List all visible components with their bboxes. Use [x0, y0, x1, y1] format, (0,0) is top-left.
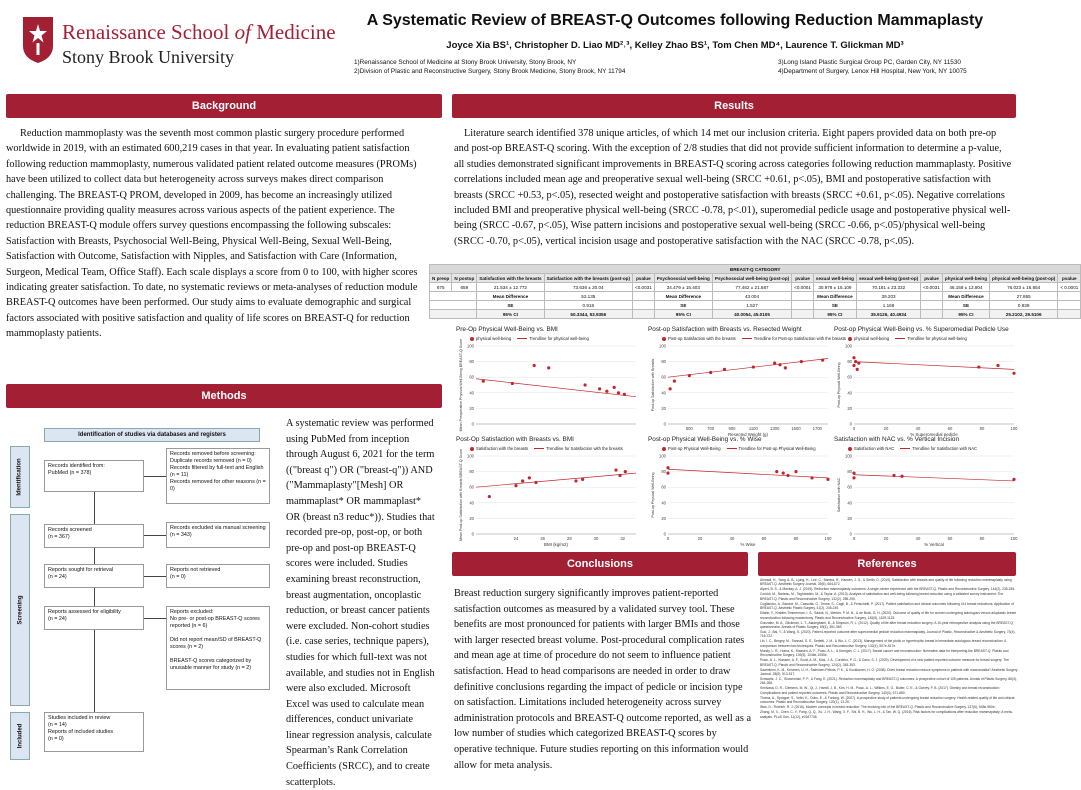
- table-cell: 39.203: [856, 292, 920, 301]
- x-tick-label: 20: [883, 426, 889, 431]
- table-cell: 46.158 ± 13.804: [942, 283, 989, 292]
- data-point: [547, 366, 550, 369]
- y-tick-label: 40: [847, 500, 852, 506]
- flow-side-identification: Identification: [10, 446, 30, 508]
- legend-entry-trendline: Trendline for Satisfaction with the breasts: [534, 446, 623, 451]
- data-point: [1012, 372, 1015, 375]
- x-axis-label: % Vertical: [924, 542, 944, 547]
- chart-title: Post-op Physical Well-Being vs. % Wise: [648, 436, 762, 443]
- legend-entry-trendline: Trendline for Post-op Physical Well-Being: [727, 446, 816, 451]
- data-point: [782, 472, 785, 475]
- data-point: [752, 365, 755, 368]
- data-point: [598, 387, 601, 390]
- chart-title: Post-op Satisfaction with Breasts vs. Resected Weight: [648, 326, 802, 333]
- background-text: Reduction mammoplasty was the seventh most common plastic surgery procedure performed worldwide in 2019, with an estimated 600,219 cases in that year. In evaluating patient satisfaction following reduction mammoplasty, numerous validated patient related outcome measures (PROMs) have been utilized to collect data but heterogeneity across surveys makes direct comparison challenging. The BREAST-Q PROM, developed in 2009, has become an increasingly utilized questionnaire providing quality measures across various aspects of the patient experience. The reduction BREAST-Q module offers survey questions encompassing the following subscales: Satisfaction with Breasts, Psychosocial Well-Being, Physical Well-Being, Sexual Well-Being, Satisfaction with Outcome, Satisfaction with Nipples, and Satisfaction with Care (Information, Surgeon, Medical Team, Office Staff). Each scale displays a score from 0 to 100, with higher scores indicating greater satisfaction. To date, no systematic reviews or meta-analyses of reduction module BREAST-Q outcomes have been performed. Our study aims to evaluate demographic and surgical factors associated with positive satisfaction and quality of life scores on BREAST-Q for reduction mammoplasty patients.: [6, 128, 418, 340]
- table-cell: Mean Difference: [813, 292, 856, 301]
- chart-svg: [456, 436, 642, 553]
- table-cell: 34.479 ± 15.403: [654, 283, 712, 292]
- x-tick-label: 20: [883, 536, 889, 541]
- table-cell: <0.0031: [633, 283, 655, 292]
- data-point: [775, 470, 778, 473]
- data-point: [613, 386, 616, 389]
- shield-logo-icon: [22, 16, 54, 64]
- x-tick-label: 0: [852, 536, 856, 541]
- data-point: [624, 470, 627, 473]
- y-tick-label: 100: [845, 453, 852, 459]
- y-tick-label: 20: [661, 515, 666, 521]
- table-cell: 95% CI: [942, 310, 989, 319]
- flow-box-not-retrieved: Reports not retrieved (n = 0): [166, 564, 270, 588]
- data-point: [673, 380, 676, 383]
- data-point: [892, 474, 895, 477]
- y-tick-label: 40: [469, 500, 474, 506]
- x-tick-label: 1300: [770, 426, 780, 431]
- data-point: [784, 366, 787, 369]
- x-tick-label: 40: [915, 426, 921, 431]
- legend-entry-trendline: Trendline for Satisfaction with NAC: [900, 446, 977, 451]
- table-cell: 77.462 ± 21.587: [712, 283, 791, 292]
- flow-box-included: Studies included in review (n = 14) Reports of included studies (n = 0): [44, 712, 144, 752]
- x-tick-label: 100: [1010, 426, 1018, 431]
- school-logo: [22, 16, 336, 72]
- x-tick-label: 0: [666, 536, 670, 541]
- table-cell: 95% CI: [654, 310, 712, 319]
- chart-svg: [456, 326, 642, 443]
- reference-item: Eltahir, Y., Krabbe-Timmerman, I. S., Sadok, N., Werker, P. M. N., & de Bock, G. H. (2020). Outcome of quality of life for women undergoing autologous versus alloplastic breast reconstruction following mastectomy. Plastic and Reconstructive Surgery, 145(5), 1109-1123.: [760, 611, 1016, 620]
- y-axis-label: Post-op Physical Well-Being: [651, 472, 655, 518]
- x-tick-label: 100: [824, 536, 832, 541]
- data-point: [996, 364, 999, 367]
- x-tick-label: 30: [593, 536, 599, 541]
- x-tick-label: 0: [852, 426, 856, 431]
- table-header-cell: pvalue: [1058, 274, 1081, 283]
- table-header-cell: pvalue: [921, 274, 943, 283]
- table-cell: 40.0054, 45.0105: [712, 310, 791, 319]
- data-point: [669, 387, 672, 390]
- reference-item: Schwartz, J. C., Skowronski, P. P., & Fang, E. (2021). Reduction mammaplasty and BREAST-Q outcomes: A prospective cohort of 105 patients. Annals of Plastic Surgery, 86(3), 264-268.: [760, 677, 1017, 686]
- data-point: [623, 393, 626, 396]
- data-point: [852, 364, 855, 367]
- table-cell: 1.168: [856, 301, 920, 310]
- table-cell: 43.004: [712, 292, 791, 301]
- reference-item: Lin, I. C., Bergey, M., Sonnad, S. S., Serletti, J. M., & Wu, L. C. (2013). Management of the ptotic or hypertrophic breast in immediate autologous breast reconstruction: A comparison between two techniques. Plastic and Reconstructive Surgery, 132(4), 507e-517e.: [760, 639, 1007, 648]
- reference-item: Zhang, M. X., Chen, C. Y., Fang, Q. Q., Xu, J. H., Wang, X. F., Shi, B. H., Wu, L. H., & Tan, W. Q. (2016). Risk factors for complications after reduction mammaplasty: A meta-analysis. PLoS One, 11(12), e0167746.: [760, 710, 1013, 719]
- flow-arrow: [94, 630, 95, 712]
- table-row-mean-difference: [430, 292, 1081, 301]
- methods-banner: Methods: [6, 384, 442, 408]
- table-cell: 95% CI: [813, 310, 856, 319]
- y-tick-label: 0: [663, 421, 666, 427]
- data-point: [826, 478, 829, 481]
- data-point: [511, 382, 514, 385]
- affiliations-right: 3)Long Island Plastic Surgical Group PC, Garden City, NY 11530 4)Department of Surgery, Lenox Hill Hospital, New York, NY 10075: [778, 59, 967, 75]
- flow-arrow: [144, 618, 166, 619]
- y-tick-label: 40: [661, 390, 666, 396]
- table-category-title: BREAST-Q CATEGORY: [430, 265, 1081, 274]
- flow-box-assessed: Reports assessed for eligibility (n = 24): [44, 606, 144, 630]
- chart-title: Satisfaction with NAC vs. % Vertical Incision: [834, 436, 960, 443]
- table-header-cell: N postop: [452, 274, 477, 283]
- reference-item: Wan, D., Rohrich, R. J. (2016). Modern concepts in breast reduction: The evolving role of the BREAST-Q. Plastic and Reconstructive Surgery, 137(6), 948e-960e.: [760, 705, 996, 710]
- chart-preop-physical-vs-bmi: [456, 326, 642, 443]
- chart-svg: [648, 326, 834, 443]
- y-axis-label: Post-op Physical Well-Being: [837, 362, 841, 408]
- table-cell: 0.918: [544, 301, 632, 310]
- x-axis-label: % Wise: [740, 542, 756, 547]
- flow-arrow: [144, 476, 166, 477]
- flow-header: Identification of studies via databases and registers: [44, 428, 260, 442]
- y-tick-label: 100: [659, 453, 666, 459]
- table-row: [430, 283, 1081, 292]
- trendline: [476, 473, 636, 487]
- table-header-row: [430, 274, 1081, 283]
- conclusions-text: Breast reduction surgery significantly improves patient-reported satisfaction outcomes as measured by a validated survey tool. These benefits are most pronounced for patients with larger BMIs and those with larger resected breast volume. Post-procedural complication rates and mean age at time of procedure do not seem to influence patient satisfaction. Head to head comparisons are needed in order to draw definitive conclusions regarding the impact of pedicle or incision type on satisfaction. Limitations included heterogeneity across survey administration protocols and BREAST-Q outcome reported, as well as a low number of studies which categorized BREAST-Q scores by operative technique. Future studies reporting on this information would allow for meta analysis.: [454, 588, 752, 771]
- y-tick-label: 0: [849, 531, 852, 537]
- table-cell: <0.0001: [792, 283, 814, 292]
- x-tick-label: 20: [697, 536, 703, 541]
- chart-title: Pre-Op Physical Well-Being vs. BMI: [456, 326, 558, 333]
- data-point: [977, 365, 980, 368]
- data-point: [723, 368, 726, 371]
- table-cell: Mean Difference: [654, 292, 712, 301]
- flow-arrow: [94, 492, 95, 524]
- data-point: [900, 475, 903, 478]
- chart-nac-vs-vertical: [834, 436, 1020, 553]
- x-tick-label: 32: [620, 536, 626, 541]
- results-text: Literature search identified 378 unique articles, of which 14 met our inclusion criteria. Eight papers provided data on both pre-op and post-op BREAST-Q scoring. With the exception of 2/8 studies that did not provide sufficient information to determine a p-value, all studies demonstrated significant improvements in BREAST-Q scoring across categories following reduction mammaplasty. Positive correlations included mean age and preoperative sexual well-being (SRCC +0.61, p<.05), BMI and postoperative satisfaction with breasts (SRCC +0.53, p<.05), resected weight and postoperative satisfaction with breasts (SRCC +0.61, p<.05). Negative correlations included BMI and preoperative physical well-being (SRCC -0.78, p<.01), superomedial pedicle usage and postoperative physical well-being (SRCC -0.67, p<.05), Wise pattern incisions and postoperative sexual well-being (SRCC -0.66, p<.05)/physical well-being (SRCC -0.70, p<.05), vertical incision usage and postoperative satisfaction with the NAC (SRCC -0.78, p<.05).: [454, 128, 1012, 247]
- table-header-cell: Satisfaction with the breasts: [477, 274, 544, 283]
- x-tick-label: 80: [979, 536, 985, 541]
- y-tick-label: 100: [845, 343, 852, 349]
- y-tick-label: 80: [661, 359, 666, 365]
- references-list: [760, 578, 1018, 766]
- table-cell: 659: [452, 283, 477, 292]
- x-tick-label: 60: [761, 536, 767, 541]
- table-cell: SE: [813, 301, 856, 310]
- reference-item: Saariniemi, K. M., Keranen, U. H., Salminen-Peltola, P. K., & Kuokkanen, H. O. (2008). Does breast reduction reduce symptoms in patients with macromastia? Aesthetic Surgery Journal, 28(5), 513-517.: [760, 667, 1018, 677]
- x-tick-label: 26: [540, 536, 546, 541]
- data-point: [528, 476, 531, 479]
- x-tick-label: 1500: [791, 426, 801, 431]
- table-header-cell: sexual well-being: [813, 274, 856, 283]
- y-tick-label: 100: [659, 343, 666, 349]
- y-axis-label: Mean Post-op Satisfaction with Breasts BREAST-Q Score: [459, 448, 463, 542]
- chart-svg: [834, 326, 1020, 443]
- data-point: [856, 368, 859, 371]
- data-point: [666, 472, 669, 475]
- table-cell: 95% CI: [477, 310, 544, 319]
- data-point: [581, 478, 584, 481]
- y-tick-label: 100: [467, 453, 474, 459]
- table-row-se: [430, 301, 1081, 310]
- table-cell: 35.9126, 40.4934: [856, 310, 920, 319]
- table-header-cell: Psychosocial well-being (post-op): [712, 274, 791, 283]
- data-point: [800, 360, 803, 363]
- university-name: Stony Brook University: [62, 47, 235, 67]
- background-banner: Background: [6, 94, 442, 118]
- table-header-cell: Satisfaction with the breasts (post-op): [544, 274, 632, 283]
- school-name: Renaissance School of Medicine: [62, 20, 336, 44]
- x-tick-label: 40: [915, 536, 921, 541]
- x-tick-label: 28: [566, 536, 572, 541]
- data-point: [852, 476, 855, 479]
- chart-title: Post-Op Satisfaction with Breasts vs. BMI: [456, 436, 574, 443]
- y-axis-label: Post-op Satisfaction with Breasts: [651, 358, 655, 412]
- table-header-cell: pvalue: [792, 274, 814, 283]
- flow-box-excluded: Records excluded via manual screening (n = 343): [166, 522, 270, 548]
- data-point: [617, 391, 620, 394]
- table-cell: Mean Difference: [477, 292, 544, 301]
- reference-item: Guo, J., Bai, Y., & Wang, S. (2020). Patient-reported outcome after superomedial pedicle reduction mammaplasty. Journal of Plastic, Reconstructive & Aesthetic Surgery, 73(4), 716-722.: [760, 630, 1016, 639]
- flow-box-removed: Records removed before screening: Duplicate records removed (n = 0) Records filtered by full-text and English (n = 11) Records removed for other reasons (n = 0): [166, 448, 270, 504]
- table-cell: SE: [477, 301, 544, 310]
- flow-side-screening: Screening: [10, 514, 30, 706]
- chart-postop-breasts-vs-bmi: [456, 436, 642, 553]
- data-point: [854, 360, 857, 363]
- author-list: Joyce Xia BS¹, Christopher D. Liao MD²˒³, Kelley Zhao BS¹, Tom Chen MD⁴, Laurence T. Glickman MD³: [446, 40, 904, 51]
- table-cell: 0.839: [990, 301, 1058, 310]
- chart-title: Post-op Physical Well-Being vs. % Superomedial Pedicle Use: [834, 326, 1009, 333]
- data-point: [488, 495, 491, 498]
- table-header-cell: physical well-being (post-op): [990, 274, 1058, 283]
- reference-item: Gonzalez, M. A., Glickman, L. T., Aladegbami, B., & Simpson, R. L. (2012). Quality of life after breast reduction surgery: A 10-year retrospective analysis using the BREAST-Q questionnaire. Annals of Plastic Surgery, 69(4), 361-363.: [760, 620, 1013, 630]
- breastq-results-table: [429, 264, 1081, 319]
- y-tick-label: 40: [469, 390, 474, 396]
- data-point: [852, 472, 855, 475]
- data-point: [574, 479, 577, 482]
- x-tick-label: 1700: [812, 426, 822, 431]
- reference-item: Pusic, A. L., Klassen, A. F., Scott, A. M., Klok, J. A., Cordeiro, P. G., & Cano, S. J. (2009). Development of a new patient-reported outcome measure for breast surgery: The BREAST-Q. Plastic and Reconstructive Surgery, 124(2), 345-353.: [760, 658, 1009, 667]
- data-point: [666, 466, 669, 469]
- flow-arrow: [144, 535, 166, 536]
- references-banner: References: [758, 552, 1016, 576]
- chart-legend: [848, 336, 967, 341]
- x-tick-label: 40: [729, 536, 735, 541]
- data-point: [1012, 478, 1015, 481]
- y-tick-label: 60: [469, 374, 474, 380]
- table-cell: 25.2102, 29.5106: [990, 310, 1058, 319]
- data-point: [786, 474, 789, 477]
- legend-entry-trendline: Trendline for physical well-being: [895, 336, 967, 341]
- trendline: [668, 358, 828, 377]
- data-point: [605, 390, 608, 393]
- x-tick-label: 80: [979, 426, 985, 431]
- flow-box-reports-excluded: Reports excluded: No pre- or post-op BREAST-Q scores reported (n = 6) Did not report mean/SD of BREAST-Q scores (n = 2) BREAST-Q scores categorized by unusable manner for study (n = 2): [166, 606, 270, 690]
- y-tick-label: 80: [847, 469, 852, 475]
- data-point: [857, 362, 860, 365]
- x-axis-label: BMI (kg/m2): [544, 542, 568, 547]
- y-tick-label: 80: [661, 469, 666, 475]
- flow-box-identified: Records identified from: PubMed (n = 378): [44, 460, 144, 492]
- data-point: [534, 481, 537, 484]
- y-tick-label: 0: [849, 421, 852, 427]
- y-tick-label: 20: [847, 515, 852, 521]
- reference-item: Coriddi, M., Nadeau, M., Taghizadeh, M., & Taylor, A. (2013). Analysis of satisfaction and well-being following breast reduction using a validated survey instrument: The BREAST-Q. Plastic and Reconstructive Surgery, 132(2), 285-290.: [760, 592, 1004, 601]
- table-cell: Mean Difference: [942, 292, 989, 301]
- y-tick-label: 60: [847, 484, 852, 490]
- x-tick-label: 500: [685, 426, 693, 431]
- y-tick-label: 20: [661, 405, 666, 411]
- table-cell: SE: [942, 301, 989, 310]
- flow-side-included: Included: [10, 712, 30, 760]
- legend-entry-points: Satisfaction with NAC: [848, 446, 894, 451]
- chart-legend: [470, 336, 589, 341]
- chart-legend: [662, 336, 846, 341]
- table-cell: SE: [654, 301, 712, 310]
- table-cell: 73.636 ± 20.04: [544, 283, 632, 292]
- table-header-cell: physical well-being: [942, 274, 989, 283]
- trendline: [854, 475, 1014, 481]
- trendline: [476, 379, 636, 397]
- table-cell: <0.0031: [921, 283, 943, 292]
- data-point: [709, 371, 712, 374]
- trendline: [854, 362, 1014, 370]
- flow-arrow: [94, 548, 95, 564]
- data-point: [482, 380, 485, 383]
- y-tick-label: 60: [661, 374, 666, 380]
- x-tick-label: 100: [1010, 536, 1018, 541]
- table-cell: < 0.0001: [1058, 283, 1081, 292]
- results-banner: Results: [452, 94, 1016, 118]
- data-point: [778, 363, 781, 366]
- table-cell: 675: [430, 283, 452, 292]
- y-axis-label: Satisfaction with NAC: [837, 477, 841, 513]
- legend-entry-trendline: Trendline for Post-op Satisfaction with the breasts: [742, 336, 846, 341]
- y-axis-label: Mean Preoperative Physical Well-Being BREAST-Q Score: [459, 338, 463, 432]
- table-cell: 76.023 ± 16.654: [990, 283, 1058, 292]
- conclusions-banner: Conclusions: [452, 552, 748, 576]
- table-cell: 1.527: [712, 301, 791, 310]
- legend-entry-points: Satisfaction with the breasts: [470, 446, 528, 451]
- x-axis-label: % Superomedial pedicle: [910, 432, 958, 437]
- reference-item: Mundy, L. R., Homa, K., Klassen, A. F., Pusic, A. L., & Kerrigan, C. L. (2017). Breast cancer and reconstruction: Normative data for interpreting the BREAST-Q. Plastic and Reconstructive Surgery, 139(5), 1046e-1055e.: [760, 648, 1009, 658]
- data-point: [533, 364, 536, 367]
- x-tick-label: 60: [947, 426, 953, 431]
- y-tick-label: 0: [471, 421, 474, 427]
- table-header-cell: pvalue: [633, 274, 655, 283]
- reference-item: Thoma, A., Sprague, S., Veltri, K., Duku, E., & Furlong, W. (2007). A prospective study of patients undergoing breast reduction surgery: Health-related quality of life and clinical outcomes. Plastic and Reconstructive Surgery, 120(1), 13-26.: [760, 695, 1015, 705]
- data-point: [773, 362, 776, 365]
- y-tick-label: 100: [467, 343, 474, 349]
- reference-item: Cogliandro, A., Barone, M., Cassotta, G., Tenna, S., Cagli, B., & Persichetti, P. (2017). Patient satisfaction and clinical outcomes following 414 breast reductions: Application of BREAST-Q. Aesthetic Plastic Surgery, 41(2), 245-249.: [760, 601, 1014, 611]
- table-cell: 27.865: [990, 292, 1058, 301]
- flow-box-sought: Reports sought for retrieval (n = 24): [44, 564, 144, 588]
- data-point: [688, 374, 691, 377]
- x-tick-label: 900: [728, 426, 736, 431]
- chart-legend: [470, 446, 623, 451]
- chart-legend: [662, 446, 816, 451]
- data-point: [810, 476, 813, 479]
- legend-entry-points: Post-op Physical Well-Being: [662, 446, 721, 451]
- legend-entry-points: physical well-being: [848, 336, 889, 341]
- table-header-cell: Psychosocial well-being: [654, 274, 712, 283]
- legend-entry-trendline: Trendline for physical well-being: [517, 336, 589, 341]
- y-tick-label: 80: [469, 359, 474, 365]
- reference-item: Ahmadi, H., Yang, A. B., Ljung, H., Lee, C., Bamba, R., Hansen, J. G., & Smith, D. (2019). Satisfaction with breasts and quality of life following reduction mammaplasty using BREAST-Q. Aesthetic Surgery Journal, 39(6), 664-672.: [760, 578, 1012, 587]
- trendline: [668, 469, 828, 478]
- flow-box-screened: Records screened (n = 367): [44, 524, 144, 548]
- y-tick-label: 80: [469, 469, 474, 475]
- legend-entry-points: physical well-being: [470, 336, 511, 341]
- table-header-cell: N preop: [430, 274, 452, 283]
- x-tick-label: 80: [793, 536, 799, 541]
- flow-arrow: [94, 588, 95, 606]
- data-point: [521, 479, 524, 482]
- data-point: [618, 474, 621, 477]
- table-cell: 30.978 ± 15.109: [813, 283, 856, 292]
- reference-item: Alpert, B. S., & Mackay, A. J. (2019). Reduction mammaplasty outcomes: A single-center experience with the BREAST-Q. Plastic and Reconstructive Surgery, 144(2), 235-245.: [760, 587, 1016, 592]
- table-cell: 21.534 ± 12.772: [477, 283, 544, 292]
- y-tick-label: 0: [663, 531, 666, 537]
- chart-legend: [848, 446, 977, 451]
- y-tick-label: 20: [469, 405, 474, 411]
- prisma-flow-diagram: [8, 420, 278, 765]
- table-row-ci: [430, 310, 1081, 319]
- chart-postop-physical-vs-superomedial: [834, 326, 1020, 443]
- y-tick-label: 80: [847, 359, 852, 365]
- y-tick-label: 20: [847, 405, 852, 411]
- table-header-cell: sexual well-being (post-op): [856, 274, 920, 283]
- data-point: [821, 358, 824, 361]
- methods-text: A systematic review was performed using PubMed from inception through August 6, 2021 for the term (("breast q") OR ("breast-q")) AND ("Mammaplasty"[Mesh] OR mammaplast* OR mammaplast* OR (breast n3 reduc*)). Studies that recorded pre-op, post-op, or both pre-op and post-op BREAST-Q scores were included. Studies examining breast reconstruction, breast augmentation, oncoplastic reduction, or breast cancer patients were excluded. Non-cohort studies (i.e. case series, technique papers), studies for which full-text was not available, and studies not in English were also excluded. Microsoft Excel was used to calculate mean differences, conduct univariate linear regression analysis, calculate Spearman’s Rank Correlation Coefficients (SRCC), and to create scatterplots.: [286, 418, 435, 788]
- poster-header: [0, 0, 1024, 88]
- table-cell: 50.3344, 53.9356: [544, 310, 632, 319]
- flow-arrow: [144, 576, 166, 577]
- table-cell: 70.181 ± 23.332: [856, 283, 920, 292]
- data-point: [514, 484, 517, 487]
- y-tick-label: 60: [661, 484, 666, 490]
- affiliations-left: 1)Renaissance School of Medicine at Stony Brook University, Stony Brook, NY 2)Division of Plastic and Reconstructive Surgery, Stony Brook Medicine, Stony Brook, NY 11794: [354, 59, 626, 75]
- x-tick-label: 60: [947, 536, 953, 541]
- data-point: [614, 468, 617, 471]
- y-tick-label: 60: [469, 484, 474, 490]
- x-axis-label: Resected Weight (g): [728, 432, 768, 437]
- x-tick-label: 1100: [748, 426, 758, 431]
- legend-entry-points: Post-op Satisfaction with the breasts: [662, 336, 736, 341]
- data-point: [852, 356, 855, 359]
- reference-item: Srinivasa, D. R., Clemens, M. W., Qi, J., Hamill, J. B., Kim, H. M., Pusic, A. L., Wilkins, E. G., Butler, C. E., & Garvey, P. B. (2017). Obesity and breast reconstruction: Complications and patient-reported outcomes. Plastic and Reconstructive Surgery, 140(4), 671-680.: [760, 686, 1000, 695]
- data-point: [583, 383, 586, 386]
- chart-postop-physical-vs-wise: [648, 436, 834, 553]
- y-tick-label: 20: [469, 515, 474, 521]
- poster-title: A Systematic Review of BREAST-Q Outcomes following Reduction Mammaplasty: [366, 12, 984, 29]
- data-point: [794, 470, 797, 473]
- y-tick-label: 0: [471, 531, 474, 537]
- x-tick-label: 24: [513, 536, 519, 541]
- x-tick-label: 700: [707, 426, 715, 431]
- table-cell: 52.135: [544, 292, 632, 301]
- chart-svg: [648, 436, 834, 553]
- y-tick-label: 40: [661, 500, 666, 506]
- chart-svg: [834, 436, 1020, 553]
- y-tick-label: 40: [847, 390, 852, 396]
- y-tick-label: 60: [847, 374, 852, 380]
